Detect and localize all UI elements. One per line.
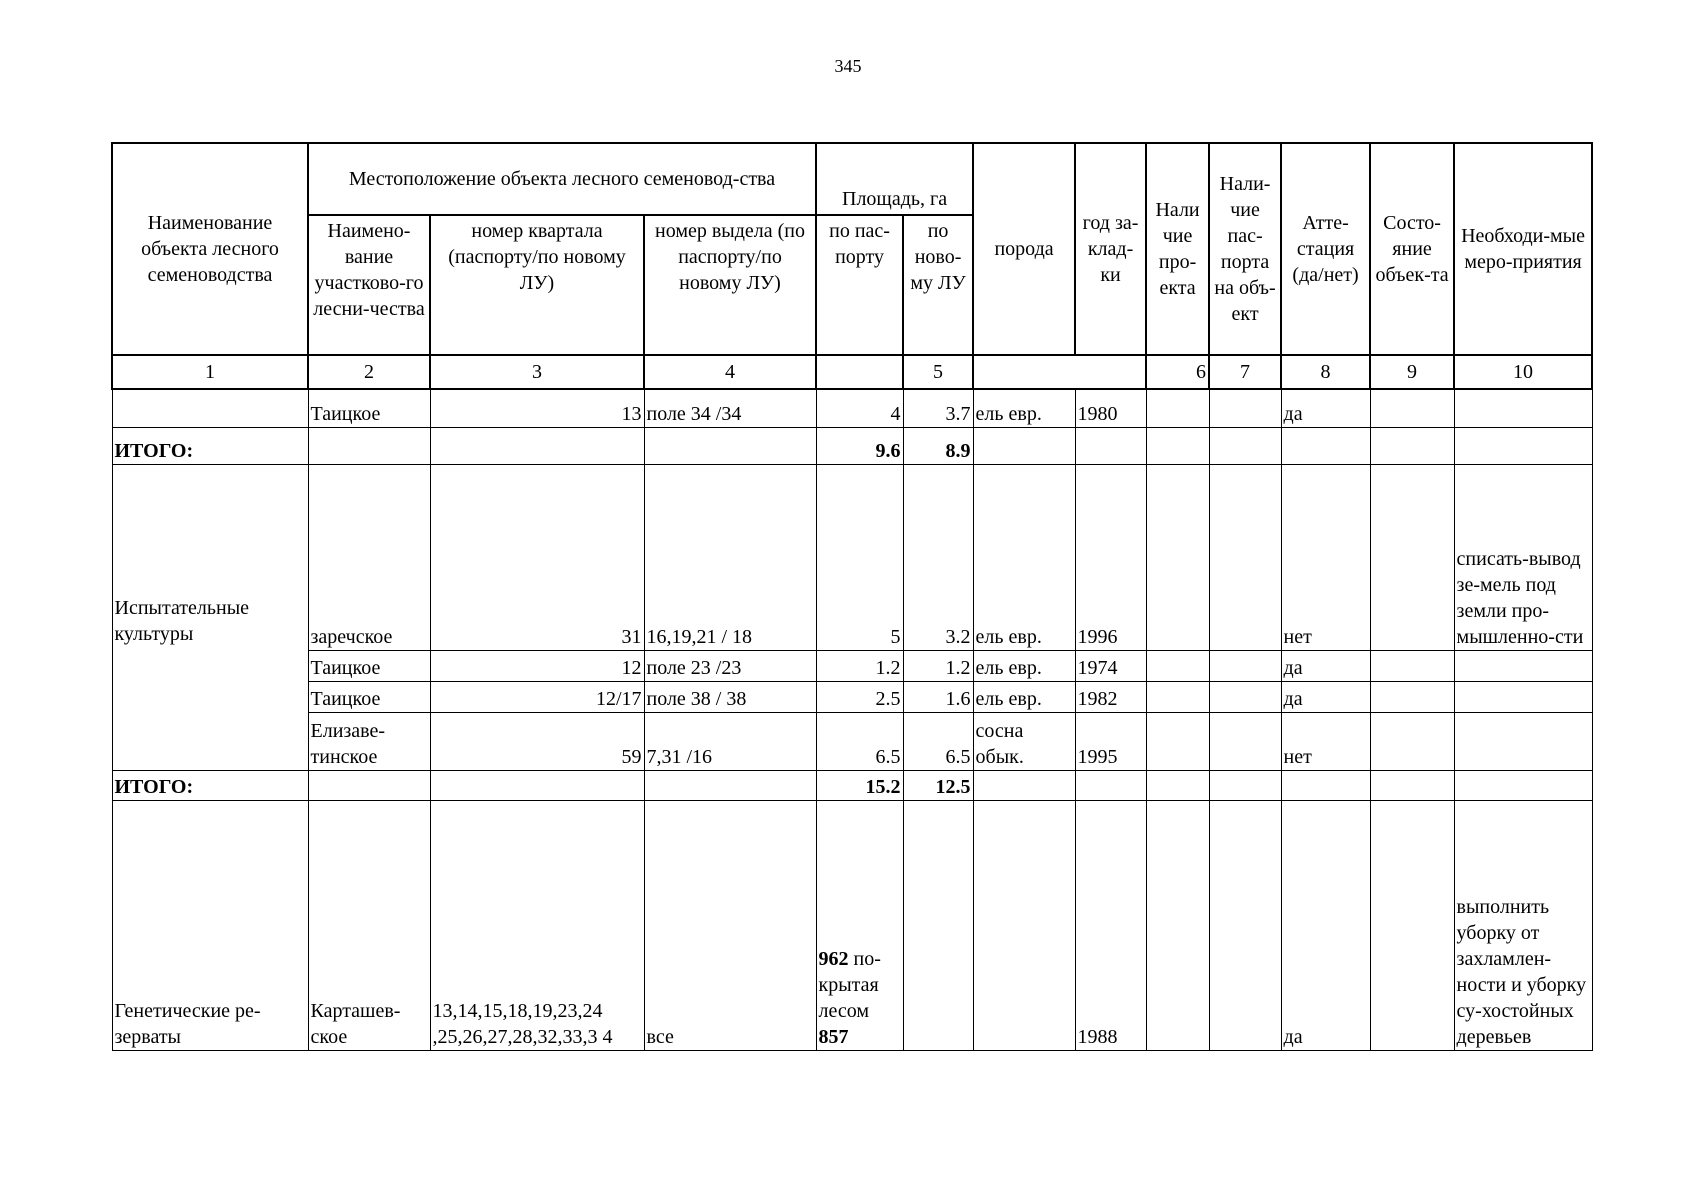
area-new-cell: 3.2 (903, 464, 973, 650)
quarter-cell: 59 (430, 712, 644, 770)
measures-cell: списать-вывод зе-мель под земли про-мышленно-сти (1454, 464, 1592, 650)
col-number: 7 (1209, 355, 1281, 389)
header-quarter: номер квартала (паспорту/по новому ЛУ) (430, 215, 644, 355)
section-cell: 16,19,21 / 18 (644, 464, 816, 650)
forestry-cell: Карташев-ское (308, 800, 430, 1050)
quarter-cell: 12/17 (430, 681, 644, 712)
header-section: номер выдела (по паспорту/по новому ЛУ) (644, 215, 816, 355)
header-passport: Нали-чие пас-порта на объ-ект (1209, 143, 1281, 355)
forestry-cell: Таицкое (308, 650, 430, 681)
col-number: 5 (903, 355, 973, 389)
forestry-cell: Таицкое (308, 681, 430, 712)
table-row (112, 681, 1592, 712)
attestation-cell: да (1281, 650, 1370, 681)
quarter-cell: 31 (430, 464, 644, 650)
table-row (112, 389, 1592, 427)
col-number: 4 (644, 355, 816, 389)
area-passport-cell: 5 (816, 464, 903, 650)
col-number: 9 (1370, 355, 1454, 389)
area-new-cell: 1.6 (903, 681, 973, 712)
col-number (973, 355, 1146, 389)
total-area-new: 8.9 (903, 427, 973, 464)
header-measures: Необходи-мые меро-приятия (1454, 143, 1592, 355)
header-area: Площадь, га (816, 143, 973, 215)
header-species: порода (973, 143, 1075, 355)
attestation-cell: да (1281, 389, 1370, 427)
test-cultures-name: Испытательные культуры (112, 464, 308, 770)
area-passport-cell: 962 по-крытая лесом 857 (816, 800, 903, 1050)
header-state: Состо-яние объек-та (1370, 143, 1454, 355)
forestry-cell: заречское (308, 464, 430, 650)
area-passport-cell: 2.5 (816, 681, 903, 712)
year-cell: 1980 (1075, 389, 1146, 427)
section-cell: поле 34 /34 (644, 389, 816, 427)
area-passport-cell: 1.2 (816, 650, 903, 681)
header-forestry: Наимено-вание участково-го лесни-чества (308, 215, 430, 355)
total-label: ИТОГО: (112, 770, 308, 800)
species-cell: ель евр. (973, 464, 1075, 650)
col-number: 2 (308, 355, 430, 389)
area-new-cell: 6.5 (903, 712, 973, 770)
area-new-cell: 3.7 (903, 389, 973, 427)
quarter-cell: 12 (430, 650, 644, 681)
area-new-cell: 1.2 (903, 650, 973, 681)
col-number: 10 (1454, 355, 1592, 389)
year-cell: 1982 (1075, 681, 1146, 712)
total-area-passport: 9.6 (816, 427, 903, 464)
species-cell: ель евр. (973, 681, 1075, 712)
attestation-cell: нет (1281, 464, 1370, 650)
header-area-passport: по пас-порту (816, 215, 903, 355)
attestation-cell: да (1281, 800, 1370, 1050)
header-object-name: Наименование объекта лесного семеноводства (112, 143, 308, 355)
section-cell: 7,31 /16 (644, 712, 816, 770)
table-row (112, 800, 1592, 1050)
measures-cell: выполнить уборку от захламлен-ности и уборку су-хостойных деревьев (1454, 800, 1592, 1050)
col-number: 8 (1281, 355, 1370, 389)
header-area-new: по ново-му ЛУ (903, 215, 973, 355)
col-number: 1 (112, 355, 308, 389)
attestation-cell: нет (1281, 712, 1370, 770)
area-passport-cell: 6.5 (816, 712, 903, 770)
total-area-passport: 15.2 (816, 770, 903, 800)
species-cell: ель евр. (973, 389, 1075, 427)
table-row (112, 650, 1592, 681)
attestation-cell: да (1281, 681, 1370, 712)
header-project: Нали чие про-екта (1146, 143, 1209, 355)
total-label: ИТОГО: (112, 427, 308, 464)
page-number: 345 (834, 56, 862, 76)
col-number (816, 355, 903, 389)
header-attestation: Атте-стация (да/нет) (1281, 143, 1370, 355)
forestry-cell: Таицкое (308, 389, 430, 427)
species-cell: ель евр. (973, 650, 1075, 681)
year-cell: 1995 (1075, 712, 1146, 770)
col-number: 6 (1146, 355, 1209, 389)
forestry-cell: Елизаве-тинское (308, 712, 430, 770)
table-row (112, 712, 1592, 770)
area-passport-cell: 4 (816, 389, 903, 427)
year-cell: 1988 (1075, 800, 1146, 1050)
table-row (112, 464, 1592, 650)
section-cell: поле 23 /23 (644, 650, 816, 681)
total-row (112, 427, 1592, 464)
year-cell: 1974 (1075, 650, 1146, 681)
section-cell: все (644, 800, 816, 1050)
total-area-new: 12.5 (903, 770, 973, 800)
quarter-cell: 13,14,15,18,19,23,24 ,25,26,27,28,32,33,3 4 (430, 800, 644, 1050)
year-cell: 1996 (1075, 464, 1146, 650)
col-number: 3 (430, 355, 644, 389)
quarter-cell: 13 (430, 389, 644, 427)
section-cell: поле 38 / 38 (644, 681, 816, 712)
header-location: Местоположение объекта лесного семеновод-ства (308, 143, 816, 215)
seed-objects-table (111, 142, 1593, 1051)
genetic-reserves-name: Генетические ре-зерваты (112, 800, 308, 1050)
total-row (112, 770, 1592, 800)
header-year: год за-клад-ки (1075, 143, 1146, 355)
species-cell: сосна обык. (973, 712, 1075, 770)
